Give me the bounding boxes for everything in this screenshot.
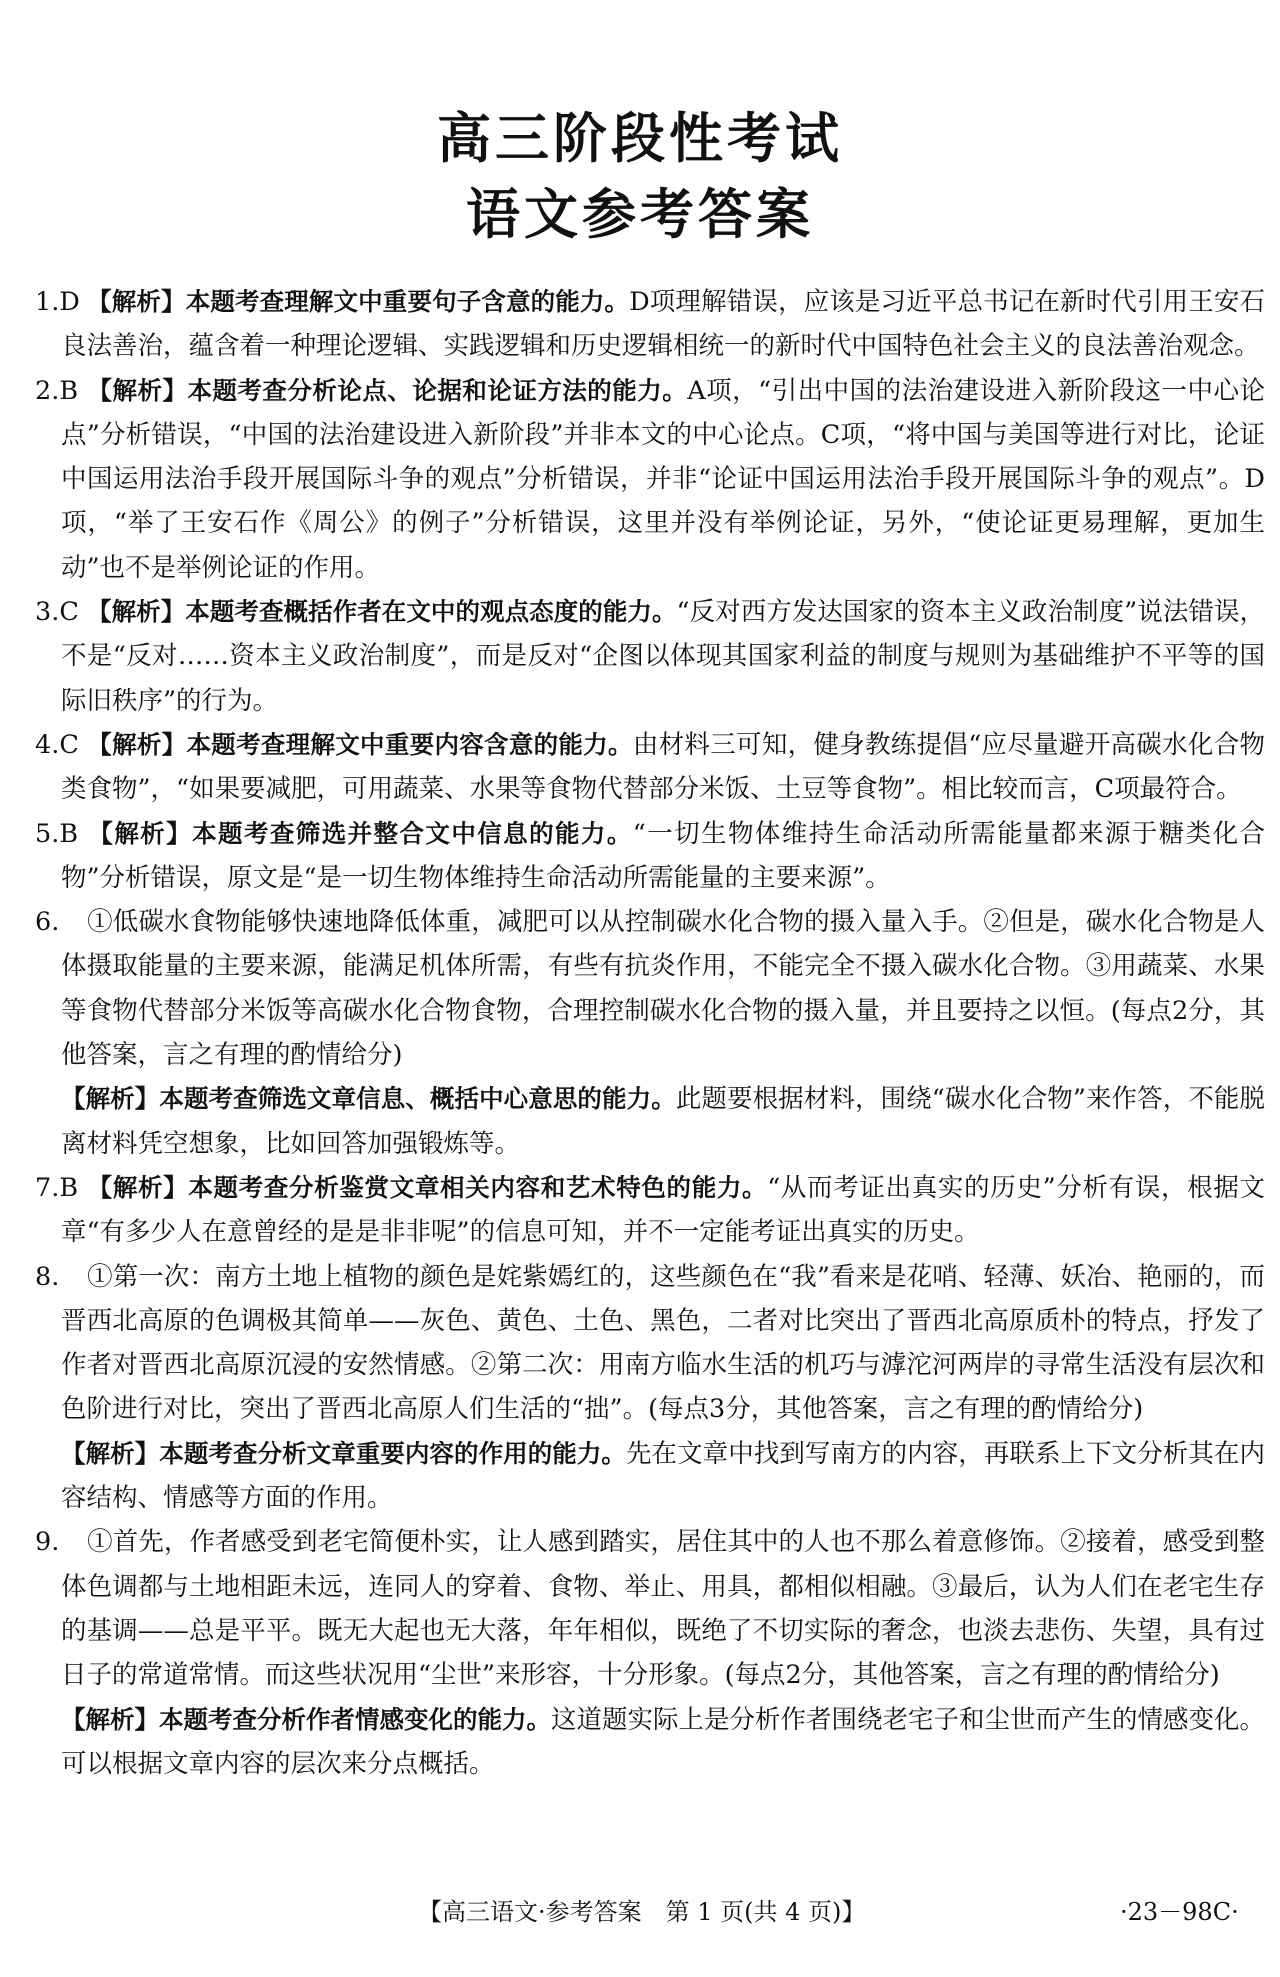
analysis-label: 【解析】本题考查分析论点、论据和论证方法的能力。	[87, 375, 688, 405]
answer-item	[35, 1520, 1265, 1697]
answer-text: “反对西方发达国家的资本主义政治制度”说法错误，不是“反对……资本主义政治制度”，而是反对“企图以体现其国家利益的制度与规则为基础维护不平等的国际旧秩序”的行为。	[61, 597, 1266, 716]
answer-item	[35, 900, 1265, 1077]
answer-number: 9.	[35, 1527, 60, 1558]
page-subtitle: 语文参考答案	[466, 183, 814, 246]
analysis-label: 【解析】本题考查筛选并整合文中信息的能力。	[87, 818, 633, 848]
analysis-text: 此题要根据材料，围绕“碳水化合物”来作答，不能脱离材料凭空想象，比如回答加强锻炼等。	[61, 1084, 1266, 1159]
answer-number: 2.B	[35, 375, 79, 406]
analysis-label: 【解析】本题考查概括作者在文中的观点态度的能力。	[87, 597, 677, 627]
answer-number: 8.	[35, 1261, 60, 1292]
analysis-paragraph	[35, 1077, 1265, 1166]
answer-text: 由材料三可知，健身教练提倡“应尽量避开高碳水化合物类食物”，“如果要减肥，可用蔬菜、水果等食物代替部分米饭、土豆等食物”。相比较而言，C项最符合。	[61, 729, 1265, 805]
answer-text: “从而考证出真实的历史”分析有误，根据文章“有多少人在意曾经的是是非非呢”的信息可知，并不一定能考证出真实的历史。	[61, 1172, 1265, 1248]
answer-item	[35, 1166, 1265, 1255]
analysis-text: 这道题实际上是分析作者围绕老宅子和尘世而产生的情感变化。可以根据文章内容的层次来分点概括。	[61, 1704, 1266, 1779]
answer-text: ①第一次：南方土地上植物的颜色是姹紫嫣红的，这些颜色在“我”看来是花哨、轻薄、妖冶、艳丽的，而晋西北高原的色调极其简单——灰色、黄色、土色、黑色，二者对比突出了晋西北高原质朴的特点，抒发了作者对晋西北高原沉浸的安然情感。②第二次：用南方临水生活的机巧与滹沱河两岸的寻常生活没有层次和色阶进行对比，突出了晋西北高原人们生活的“拙”。(每点3分，其他答案，言之有理的酌情给分)	[61, 1261, 1265, 1425]
answer-text: A项，“引出中国的法治建设进入新阶段这一中心论点”分析错误，“中国的法治建设进入新阶段”并非本文的中心论点。C项，“将中国与美国等进行对比，论证中国运用法治手段开展国际斗争的观点”分析错误，并非“论证中国运用法治手段开展国际斗争的观点”。D项，“举了王安石作《周公》的例子”分析错误，这里并没有举例论证，另外，“使论证更易理解，更加生动”也不是举例论证的作用。	[61, 375, 1266, 583]
answer-text: ①低碳水食物能够快速地降低体重，减肥可以从控制碳水化合物的摄入量入手。②但是，碳水化合物是人体摄取能量的主要来源，能满足机体所需，有些有抗炎作用，不能完全不摄入碳水化合物。③用蔬菜、水果等食物代替部分米饭等高碳水化合物食物，合理控制碳水化合物的摄入量，并且要持之以恒。(每点2分，其他答案，言之有理的酌情给分)	[61, 907, 1265, 1071]
answer-item	[35, 369, 1265, 590]
answer-number: 1.D	[35, 287, 80, 317]
answer-text: ①首先，作者感受到老宅简便朴实，让人感到踏实，居住其中的人也不那么着意修饰。②接着，感受到整体色调都与土地相距未远，连同人的穿着、食物、举止、用具，都相似相融。③最后，认为人们在老宅生存的基调——总是平平。既无大起也无大落，年年相似，既绝了不切实际的奢念，也淡去悲伤、失望，具有过日子的常道常情。而这些状况用“尘世”来形容，十分形象。(每点2分，其他答案，言之有理的酌情给分)	[61, 1527, 1265, 1691]
footer-page-info: 【高三语文·参考答案 第 1 页(共 4 页)】	[418, 1898, 866, 1926]
analysis-label: 【解析】本题考查理解文中重要句子含意的能力。	[87, 287, 630, 316]
answer-text: “一切生物体维持生命活动所需能量都来源于糖类化合物”分析错误，原文是“是一切生物体维持生命活动所需能量的主要来源”。	[61, 818, 1265, 893]
answer-item	[35, 812, 1265, 901]
answer-text: D项理解错误，应该是习近平总书记在新时代引用王安石良法善治，蕴含着一种理论逻辑、实践逻辑和历史逻辑相统一的新时代中国特色社会主义的良法善治观念。	[61, 287, 1265, 362]
answer-number: 7.B	[35, 1172, 79, 1203]
analysis-label: 【解析】本题考查分析文章重要内容的作用的能力。	[61, 1438, 626, 1468]
analysis-label: 【解析】本题考查分析作者情感变化的能力。	[61, 1704, 551, 1734]
page-title: 高三阶段性考试	[437, 107, 843, 170]
answer-item	[35, 723, 1265, 812]
answer-number: 5.B	[35, 818, 79, 849]
analysis-label: 【解析】本题考查理解文中重要内容含意的能力。	[87, 729, 633, 759]
answer-number: 4.C	[35, 729, 79, 760]
analysis-paragraph	[35, 1698, 1265, 1787]
answer-item	[35, 1255, 1265, 1432]
answer-item	[35, 590, 1265, 723]
answer-list	[35, 280, 1265, 1786]
analysis-label: 【解析】本题考查筛选文章信息、概括中心意思的能力。	[61, 1084, 676, 1114]
answer-number: 3.C	[35, 597, 79, 628]
answer-item	[35, 280, 1265, 369]
footer-code: ·23－98C·	[1120, 1898, 1239, 1926]
answer-number: 6.	[35, 907, 60, 938]
analysis-text: 先在文章中找到写南方的内容，再联系上下文分析其在内容结构、情感等方面的作用。	[61, 1438, 1265, 1514]
analysis-paragraph	[35, 1432, 1265, 1521]
analysis-label: 【解析】本题考查分析鉴赏文章相关内容和艺术特色的能力。	[87, 1172, 768, 1202]
